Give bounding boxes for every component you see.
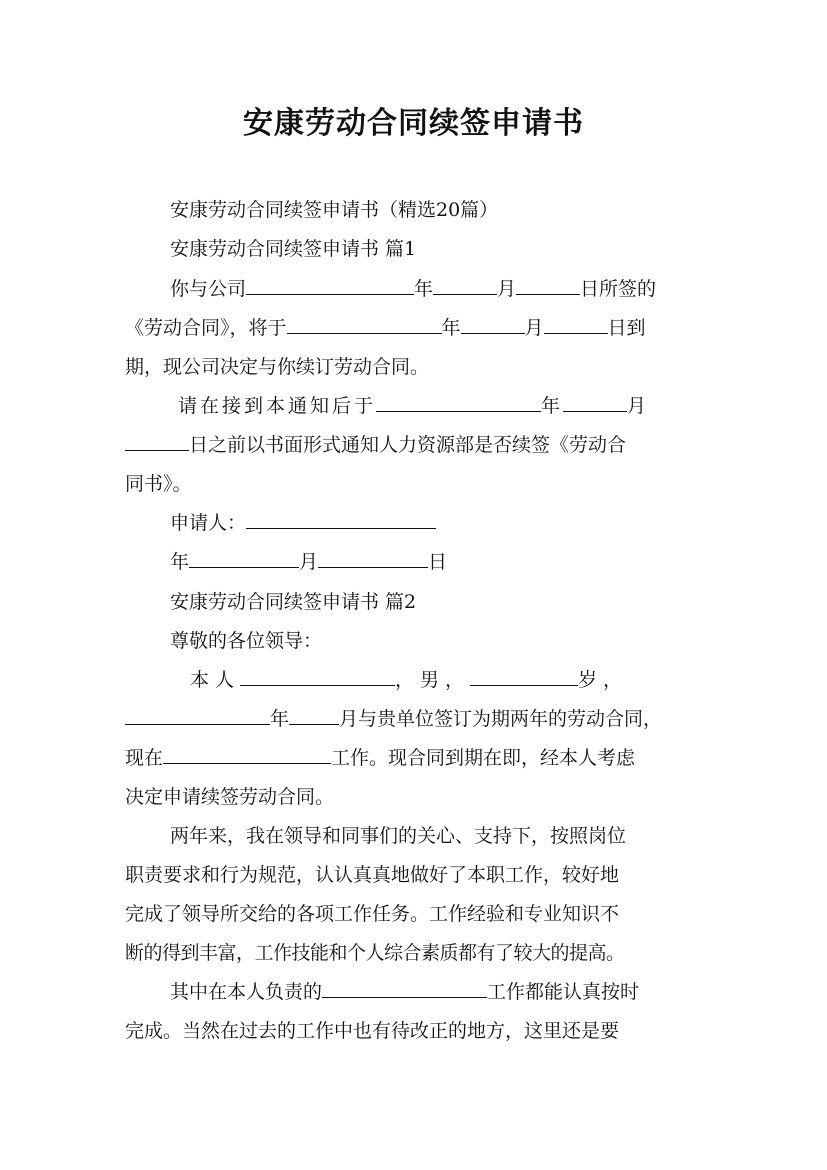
text-segment: 年 bbox=[170, 551, 190, 573]
paragraph-line: 两年来，我在领导和同事们的关心、支持下，按照岗位 bbox=[170, 825, 627, 847]
paragraph-line: 断的得到丰富，工作技能和个人综合素质都有了较大的提高。 bbox=[125, 942, 625, 964]
paragraph-line: 职责要求和行为规范，认认真真地做好了本职工作，较好地 bbox=[125, 864, 620, 886]
text-segment: 请在接到本通知后于 bbox=[178, 395, 377, 417]
document-title: 安康劳动合同续签申请书 bbox=[243, 106, 584, 141]
paragraph-line bbox=[190, 662, 705, 698]
fill-blank bbox=[433, 274, 497, 295]
fill-blank bbox=[322, 977, 487, 998]
text-segment: 日 bbox=[428, 551, 448, 573]
paragraph-line bbox=[178, 388, 705, 424]
applicant-line bbox=[170, 505, 705, 541]
paragraph-line bbox=[170, 974, 705, 1010]
paragraph-line bbox=[125, 701, 705, 737]
text-segment: 月 bbox=[627, 395, 650, 417]
text-segment: 年 bbox=[270, 708, 290, 730]
text-segment: 其中在本人负责的 bbox=[170, 981, 323, 1003]
text-segment: 月与贵单位签订为期两年的劳动合同， bbox=[339, 708, 663, 730]
fill-blank bbox=[470, 665, 578, 686]
text-segment: 你与公司 bbox=[170, 278, 247, 300]
fill-blank bbox=[125, 430, 189, 451]
fill-blank bbox=[516, 274, 580, 295]
text-segment: 月 bbox=[524, 317, 544, 339]
date-line bbox=[170, 544, 705, 580]
fill-blank bbox=[289, 704, 339, 725]
section-1-heading: 安康劳动合同续签申请书 篇1 bbox=[170, 238, 417, 260]
paragraph-line: 期，现公司决定与你续订劳动合同。 bbox=[125, 356, 430, 378]
text-segment: ，男， bbox=[395, 669, 471, 691]
fill-blank bbox=[246, 274, 414, 295]
fill-blank bbox=[461, 313, 525, 334]
applicant-blank bbox=[246, 508, 436, 529]
text-segment: 月 bbox=[299, 551, 319, 573]
fill-blank bbox=[563, 391, 627, 412]
text-segment: 本人 bbox=[190, 669, 241, 691]
salutation: 尊敬的各位领导： bbox=[170, 630, 323, 652]
text-segment: 《劳动合同》，将于 bbox=[125, 317, 287, 339]
text-segment: 年 bbox=[541, 395, 564, 417]
paragraph-line: 决定申请续签劳动合同。 bbox=[125, 786, 335, 808]
paragraph-line bbox=[125, 427, 705, 463]
fill-blank bbox=[318, 547, 428, 568]
fill-blank bbox=[376, 391, 541, 412]
text-segment: 日之前以书面形式通知人力资源部是否续签《劳动合 bbox=[189, 434, 627, 456]
fill-blank bbox=[125, 704, 270, 725]
fill-blank bbox=[189, 547, 299, 568]
text-segment: 日所签的 bbox=[580, 278, 657, 300]
paragraph-line bbox=[125, 740, 705, 776]
text-segment: 现在 bbox=[125, 747, 164, 769]
paragraph-line: 完成了领导所交给的各项工作任务。工作经验和专业知识不 bbox=[125, 903, 620, 925]
paragraph-line: 完成。当然在过去的工作中也有待改正的地方，这里还是要 bbox=[125, 1020, 620, 1042]
section-2-heading: 安康劳动合同续签申请书 篇2 bbox=[170, 591, 417, 613]
fill-blank bbox=[544, 313, 608, 334]
applicant-label: 申请人： bbox=[170, 512, 247, 534]
paragraph-line: 同书》。 bbox=[125, 473, 192, 495]
text-segment: 月 bbox=[497, 278, 517, 300]
paragraph-line bbox=[125, 310, 705, 346]
fill-blank bbox=[163, 743, 331, 764]
text-segment: 岁， bbox=[578, 669, 629, 691]
text-segment: 工作。现合同到期在即，经本人考虑 bbox=[331, 747, 636, 769]
fill-blank bbox=[240, 665, 395, 686]
text-segment: 工作都能认真按时 bbox=[487, 981, 640, 1003]
text-segment: 年 bbox=[414, 278, 434, 300]
text-segment: 年 bbox=[441, 317, 461, 339]
fill-blank bbox=[287, 313, 442, 334]
document-subtitle: 安康劳动合同续签申请书（精选20篇） bbox=[170, 199, 499, 221]
text-segment: 日到 bbox=[607, 317, 646, 339]
paragraph-line bbox=[170, 271, 705, 307]
